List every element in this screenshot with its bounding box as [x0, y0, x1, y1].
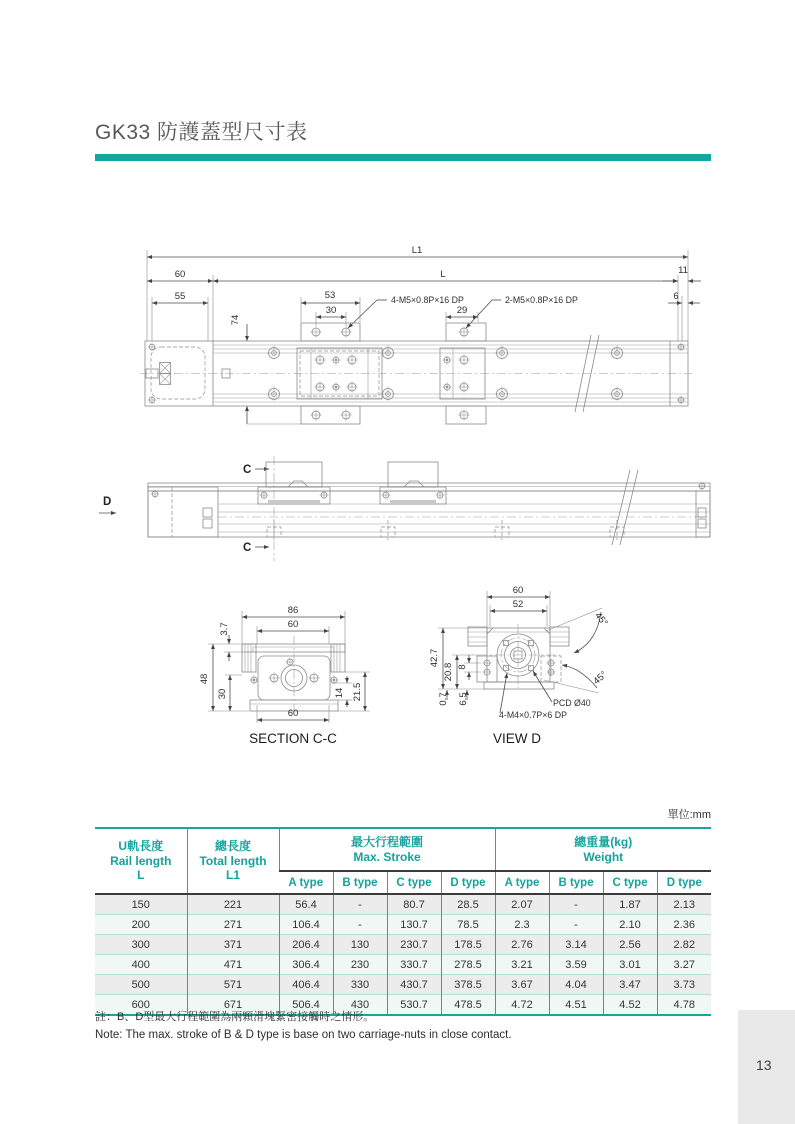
dim-8: 8 [457, 664, 468, 670]
dim-74: 74 [230, 314, 241, 326]
section-cc-title: SECTION C-C [249, 731, 337, 746]
dim-0-7: 0.7 [438, 692, 449, 706]
table-cell: 2.10 [603, 915, 657, 935]
callout-4xM4: 4-M4×0.7P×6 DP [499, 710, 567, 720]
table-cell: - [333, 894, 387, 915]
top-view-drawing [140, 245, 701, 424]
table-cell: 2.82 [657, 935, 711, 955]
note-en: Note: The max. stroke of B & D type is base on two carriage-nuts in close contact. [95, 1029, 512, 1041]
subcol-stroke-b: B type [333, 871, 387, 894]
table-cell: 230.7 [387, 935, 441, 955]
table-cell: 3.01 [603, 955, 657, 975]
table-cell: 106.4 [279, 915, 333, 935]
table-cell: 2.13 [657, 894, 711, 915]
page-title: GK33 防護蓋型尺寸表 [95, 121, 308, 144]
callout-2xM5: 2-M5×0.8P×16 DP [505, 295, 578, 305]
table-cell: 230 [333, 955, 387, 975]
table-cell: 2.76 [495, 935, 549, 955]
view-d-arrow-label: D [103, 496, 112, 508]
subcol-stroke-a: A type [279, 871, 333, 894]
view-d-title: VIEW D [492, 731, 542, 746]
section-c-label-bottom: C [243, 542, 252, 554]
side-view-drawing [99, 456, 710, 561]
table-cell: 3.67 [495, 975, 549, 995]
group-header-weight [495, 828, 711, 871]
subcol-stroke-c: C type [387, 871, 441, 894]
subcol-stroke-d: D type [441, 871, 495, 894]
dim-14: 14 [334, 687, 345, 699]
table-cell: 150 [95, 894, 187, 915]
dim-L1: L1 [411, 245, 423, 256]
weight-zh: 總重量(kg) [574, 834, 633, 849]
total-length-symbol: L1 [225, 868, 240, 883]
table-cell: 4.52 [603, 995, 657, 1016]
technical-drawings [80, 240, 720, 770]
table-cell: 400 [95, 955, 187, 975]
table-cell: 206.4 [279, 935, 333, 955]
table-cell: 571 [187, 975, 279, 995]
rail-length-symbol: L [137, 868, 145, 883]
table-cell: 406.4 [279, 975, 333, 995]
table-cell: 530.7 [387, 995, 441, 1016]
table-cell: 2.36 [657, 915, 711, 935]
dim-30-section: 30 [217, 688, 228, 700]
table-row [95, 894, 711, 915]
max-stroke-en: Max. Stroke [353, 849, 421, 864]
dim-60-viewd: 60 [512, 585, 524, 596]
table-cell: 471 [187, 955, 279, 975]
note-zh: 註：B、D型最大行程範圍為兩顆滑塊緊密接觸時之情形。 [95, 1011, 375, 1023]
table-cell: 430 [333, 995, 387, 1016]
table-cell: 478.5 [441, 995, 495, 1016]
subcol-weight-b: B type [549, 871, 603, 894]
dim-45-lower: 45° [591, 669, 610, 688]
table-cell: 330.7 [387, 955, 441, 975]
dim-60-top: 60 [287, 619, 299, 630]
unit-label: 單位:mm [667, 809, 711, 821]
title-underline-bar [95, 154, 711, 161]
table-cell: 221 [187, 894, 279, 915]
table-cell: 671 [187, 995, 279, 1016]
dim-6-5: 6.5 [458, 692, 469, 706]
table-cell: 3.21 [495, 955, 549, 975]
col-header-rail-length [95, 828, 187, 894]
dim-86: 86 [287, 605, 299, 616]
section-cc-drawing [199, 605, 370, 746]
rail-length-en: Rail length [110, 853, 172, 868]
table-cell: 130.7 [387, 915, 441, 935]
weight-en: Weight [583, 849, 624, 864]
dim-42-7: 42.7 [429, 648, 440, 668]
subcol-weight-c: C type [603, 871, 657, 894]
table-cell: 4.72 [495, 995, 549, 1016]
group-header-max-stroke [279, 828, 495, 871]
dim-55: 55 [174, 291, 186, 302]
col-header-total-length [187, 828, 279, 894]
table-cell: - [549, 894, 603, 915]
dim-6: 6 [673, 291, 679, 302]
table-cell: 4.04 [549, 975, 603, 995]
dim-3-7: 3.7 [219, 622, 230, 636]
dim-60-bottom: 60 [287, 708, 299, 719]
dim-11: 11 [678, 265, 688, 276]
table-row [95, 915, 711, 935]
table-cell: 80.7 [387, 894, 441, 915]
dim-48: 48 [199, 673, 210, 685]
dimension-table-body [95, 894, 711, 1015]
table-cell: 56.4 [279, 894, 333, 915]
table-cell: 4.78 [657, 995, 711, 1016]
table-cell: 378.5 [441, 975, 495, 995]
table-cell: 600 [95, 995, 187, 1016]
subcol-weight-a: A type [495, 871, 549, 894]
page-number-box [738, 1010, 795, 1124]
table-cell: 4.51 [549, 995, 603, 1016]
table-row [95, 955, 711, 975]
table-cell: - [333, 915, 387, 935]
table-cell: - [549, 915, 603, 935]
callout-4xM5: 4-M5×0.8P×16 DP [391, 295, 464, 305]
dim-52: 52 [512, 599, 524, 610]
rail-length-zh: U軌長度 [118, 839, 164, 854]
dim-60: 60 [174, 269, 186, 280]
subcol-weight-d: D type [657, 871, 711, 894]
table-cell: 278.5 [441, 955, 495, 975]
total-length-en: Total length [199, 853, 267, 868]
dimension-table [95, 827, 711, 1016]
dim-21-5: 21.5 [352, 682, 363, 702]
table-cell: 271 [187, 915, 279, 935]
total-length-zh: 總長度 [214, 839, 251, 854]
table-cell: 3.14 [549, 935, 603, 955]
dim-L: L [440, 269, 446, 280]
table-row [95, 975, 711, 995]
table-cell: 371 [187, 935, 279, 955]
table-cell: 300 [95, 935, 187, 955]
dim-30: 30 [325, 305, 337, 316]
section-c-label-top: C [243, 464, 252, 476]
max-stroke-zh: 最大行程範圍 [351, 834, 424, 849]
table-cell: 330 [333, 975, 387, 995]
table-cell: 430.7 [387, 975, 441, 995]
dim-20-8: 20.8 [443, 662, 454, 682]
table-cell: 200 [95, 915, 187, 935]
table-cell: 178.5 [441, 935, 495, 955]
dim-53: 53 [324, 290, 336, 301]
table-cell: 3.47 [603, 975, 657, 995]
table-cell: 3.59 [549, 955, 603, 975]
table-cell: 78.5 [441, 915, 495, 935]
dim-45-upper: 45° [592, 610, 610, 629]
table-row [95, 935, 711, 955]
table-cell: 28.5 [441, 894, 495, 915]
callout-pcd: PCD Ø40 [553, 698, 591, 708]
dim-29: 29 [456, 305, 468, 316]
table-cell: 306.4 [279, 955, 333, 975]
table-cell: 506.4 [279, 995, 333, 1016]
table-cell: 2.3 [495, 915, 549, 935]
page-number: 13 [756, 1057, 772, 1073]
table-cell: 130 [333, 935, 387, 955]
table-cell: 3.27 [657, 955, 711, 975]
table-cell: 500 [95, 975, 187, 995]
table-cell: 3.73 [657, 975, 711, 995]
table-cell: 2.56 [603, 935, 657, 955]
table-cell: 1.87 [603, 894, 657, 915]
view-d-drawing [429, 585, 610, 746]
table-cell: 2.07 [495, 894, 549, 915]
